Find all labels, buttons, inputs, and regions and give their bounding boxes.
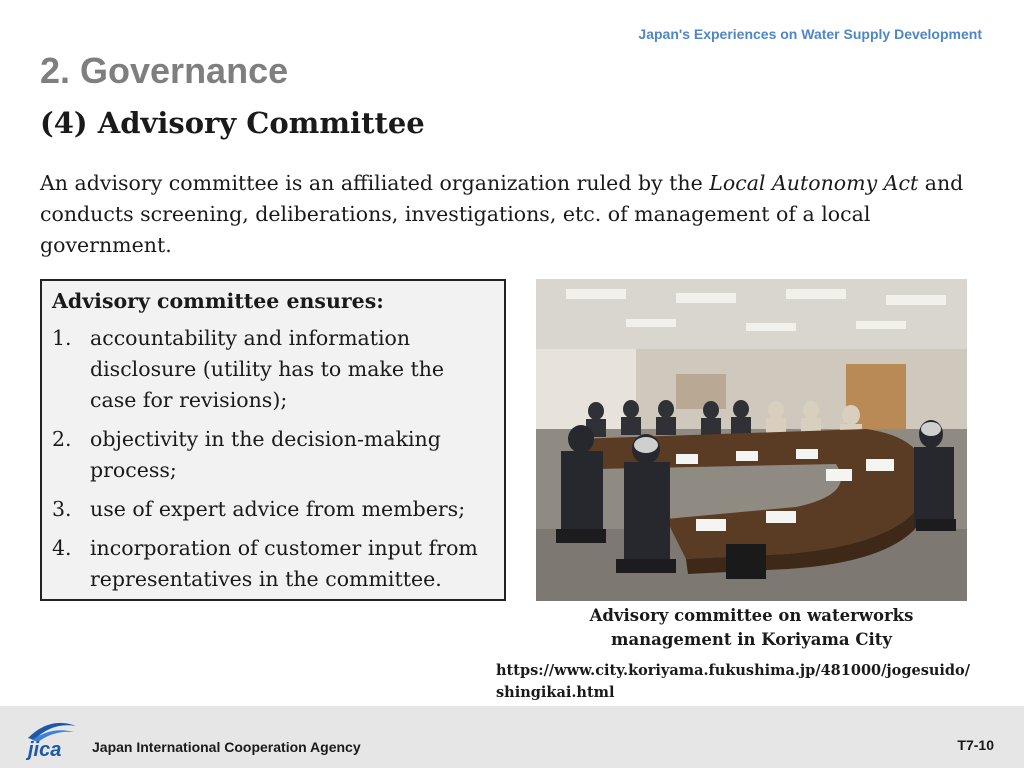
jica-logo — [22, 716, 82, 765]
source-url: https://www.city.koriyama.fukushima.jp/481000/jogesuido/shingikai.html — [496, 662, 971, 701]
photo-caption: Advisory committee on waterworks management in Koriyama City — [589, 606, 914, 649]
list-item-text: objectivity in the decision-making process; — [90, 427, 441, 482]
list-item-number: 3. — [52, 497, 72, 521]
intro-paragraph — [40, 168, 1000, 261]
logo-text: jica — [28, 739, 62, 760]
committee-meeting-photo — [536, 279, 967, 601]
list-item-number: 2. — [52, 427, 72, 451]
list-item-number: 4. — [52, 536, 72, 560]
ensures-box — [40, 279, 506, 601]
list-item — [52, 533, 494, 595]
organization-name: Japan International Cooperation Agency — [92, 739, 361, 755]
footer — [0, 706, 1024, 768]
list-item — [52, 323, 494, 416]
list-item-text: use of expert advice from members; — [90, 497, 466, 521]
list-item-number: 1. — [52, 326, 72, 350]
list-item-text: incorporation of customer input from representatives in the committee. — [90, 536, 478, 591]
list-item — [52, 424, 494, 486]
list-item — [52, 494, 494, 525]
ensures-heading: Advisory committee ensures: — [52, 289, 384, 313]
section-title: 2. Governance — [40, 50, 289, 91]
intro-text-end: and conducts screening, deliberations, investigations, etc. of management of a local government. — [40, 171, 964, 257]
ensures-list — [52, 323, 494, 595]
intro-emphasis: Local Autonomy Act — [709, 171, 919, 195]
slide-title: (4) Advisory Committee — [40, 106, 425, 140]
list-item-text: accountability and information disclosure (utility has to make the case for revisions); — [90, 326, 445, 412]
intro-text-start: An advisory committee is an affiliated organization ruled by the — [40, 171, 710, 195]
header-tagline: Japan's Experiences on Water Supply Development — [638, 26, 982, 42]
page-number: T7-10 — [957, 737, 994, 753]
